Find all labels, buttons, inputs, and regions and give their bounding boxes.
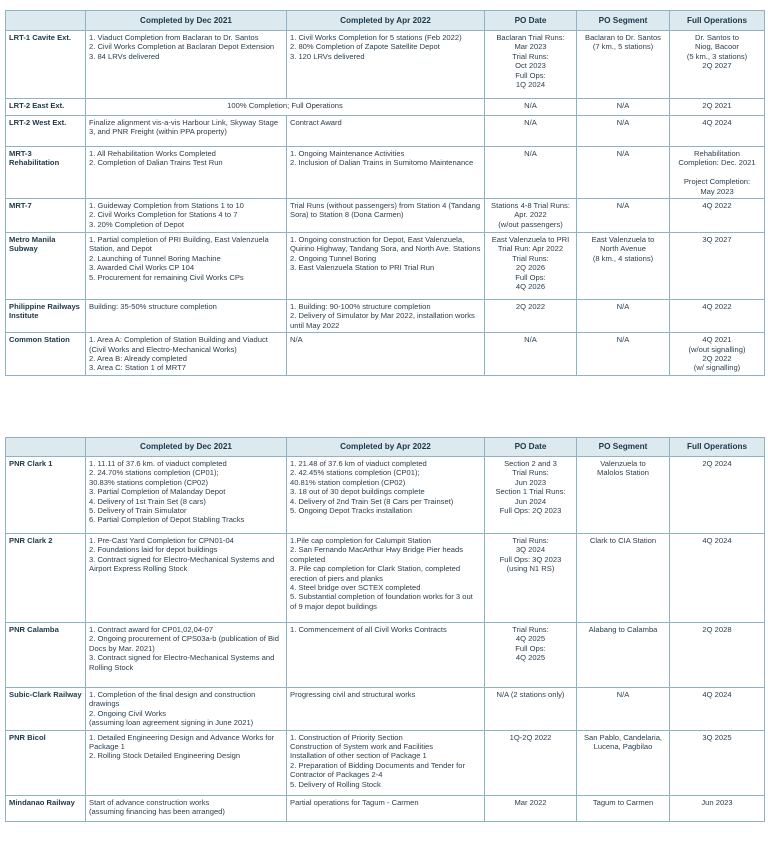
full-operations-line: 3Q 2027 [702,235,732,245]
apr2022-line: 2. Inclusion of Dalian Trains in Sumitomo Maintenance [290,158,474,168]
full-operations-line: 4Q 2024 [702,690,732,699]
apr2022-line: 2. Ongoing Tunnel Boring [290,253,377,263]
dec2021-line: Finalize alignment vis-a-vis Harbour Link, Skyway Stage 3, and PNR Freight (within PPA property) [89,118,279,137]
po-date-line: N/A [524,118,537,127]
apr2022-line: 3. 120 LRVs delivered [290,51,365,61]
dec2021-line: 2. Civil Works Completion for Stations 4 to 7 [89,210,238,220]
header-cell-po-date: PO Date [485,438,577,457]
apr2022-cell [287,233,485,300]
full-operations-cell [670,300,765,333]
po-date-line: Trial Runs: [512,536,549,545]
dec2021-cell [86,534,287,623]
header-cell-po-segment: PO Segment [577,11,670,31]
po-date-line: 2Q 2026 [515,263,546,273]
full-operations-line: (w/ signalling) [693,363,741,373]
header-row [6,11,765,31]
dec2021-line: 5. Delivery of Train Simulator [89,506,187,516]
dec2021-line: 2. Launching of Tunnel Boring Machine [89,253,221,263]
full-operations-line: Dr. Santos to [695,33,739,42]
po-date-line: Section 2 and 3 [504,459,557,468]
table-row [6,31,765,99]
po-segment-cell [577,730,670,795]
po-date-line: (using N1 RS) [506,564,555,574]
header-cell-full-operations: Full Operations [670,438,765,457]
apr2022-line: 1. Construction of Priority Section [290,732,403,742]
dec2021-line: (assuming loan agreement signing in June 2021) [89,718,254,728]
full-operations-line: 2Q 2021 [702,101,732,110]
schedule-table-1 [5,10,765,376]
po-date-cell [485,688,577,731]
project-name-cell: Philippine Railways Institute [6,300,86,333]
table-body [6,457,765,822]
po-segment-cell [577,795,670,821]
po-date-line: Trial Runs: [512,51,549,61]
apr2022-line: 4. Steel bridge over SCTEX completed [290,583,421,593]
po-date-cell [485,623,577,688]
merged-status-cell: 100% Completion; Full Operations [86,99,485,116]
apr2022-line: 1. Ongoing construction for Depot, East Valenzuela, Quirino Highway, Tandang Sora, and North Ave. Stations [290,235,481,254]
apr2022-cell [287,534,485,623]
full-operations-cell [670,534,765,623]
header-cell-project [6,438,86,457]
dec2021-line: (assuming financing has been arranged) [89,807,225,817]
apr2022-cell [287,623,485,688]
apr2022-line: Partial operations for Tagum - Carmen [290,797,419,807]
po-date-cell [485,199,577,233]
apr2022-line: 4. Delivery of 2nd Train Set (8 Cars per Trainset) [290,496,454,506]
dec2021-line: 1. Viaduct Completion from Baclaran to Dr. Santos [89,33,259,42]
po-date-line: Full Ops: 2Q 2023 [499,506,562,516]
full-operations-cell [670,795,765,821]
full-operations-line: 2Q 2024 [702,459,732,468]
apr2022-line: 3. 18 out of 30 depot buildings complete [290,487,425,497]
po-segment-line: North Avenue [600,244,646,254]
dec2021-line: 2. Civil Works Completion at Baclaran Depot Extension [89,42,275,52]
table-row [6,730,765,795]
apr2022-line: 5. Delivery of Rolling Stock [290,779,381,789]
full-operations-cell [670,457,765,534]
header-cell-po-segment: PO Segment [577,438,670,457]
po-segment-line: Clark to CIA Station [589,536,657,545]
table-row [6,457,765,534]
header-cell-dec2021: Completed by Dec 2021 [86,11,287,31]
project-name-cell: MRT-7 [6,199,86,233]
dec2021-line: 1. All Rehabilitation Works Completed [89,149,216,158]
dec2021-cell [86,795,287,821]
project-name-cell: Mindanao Railway [6,795,86,821]
full-operations-cell [670,99,765,116]
po-segment-line: Alabang to Calamba [588,625,658,634]
apr2022-line: 1. 21.48 of 37.6 km of viaduct completed [290,459,427,468]
full-operations-cell [670,688,765,731]
po-date-line: 4Q 2025 [515,653,546,663]
po-segment-cell [577,688,670,731]
po-date-line: Full Ops: [515,70,546,80]
apr2022-cell [287,688,485,731]
po-date-line: Trial Runs: [512,468,549,478]
apr2022-line: Installation of other section of Package 1 [290,751,427,761]
po-segment-cell [577,199,670,233]
dec2021-line: 1. 11.11 of 37.6 km. of viaduct completed [89,459,227,468]
apr2022-line: 1. Building: 90-100% structure completion [290,302,431,312]
po-date-line: Jun 2023 [514,477,547,487]
project-name-cell: LRT-2 West Ext. [6,116,86,147]
po-segment-cell [577,233,670,300]
full-operations-cell [670,623,765,688]
full-operations-line: 4Q 2021 [702,335,732,345]
table-row [6,99,765,116]
full-operations-line: Rehabilitation Completion: Dec. 2021 [678,149,756,168]
full-operations-line: 2Q 2027 [702,61,732,71]
apr2022-cell [287,31,485,99]
dec2021-line: 1. Area A: Completion of Station Building and Viaduct (Civil Works and Electro-Mechanical Works) [89,335,268,354]
project-name-cell: PNR Bicol [6,730,86,795]
project-name-cell: PNR Clark 2 [6,534,86,623]
po-segment-cell [577,99,670,116]
full-operations-cell [670,31,765,99]
apr2022-line: 1. Civil Works Completion for 5 stations (Feb 2022) [290,33,462,42]
header-cell-po-date: PO Date [485,11,577,31]
po-segment-line: N/A [616,690,630,699]
full-operations-line: Jun 2023 [701,797,733,807]
po-segment-line: (7 km., 5 stations) [592,42,654,52]
apr2022-cell [287,116,485,147]
po-segment-line: N/A [616,335,630,345]
dec2021-line: 2. Completion of Dalian Trains Test Run [89,158,223,168]
apr2022-line: 1. Ongoing Maintenance Activities [290,149,405,158]
dec2021-line: 1. Guideway Completion from Stations 1 to 10 [89,201,244,211]
dec2021-line: 5. Procurement for remaining Civil Works CPs [89,272,244,282]
header-cell-project [6,11,86,31]
po-segment-line: N/A [616,149,630,158]
apr2022-line: N/A [290,335,303,345]
full-operations-cell [670,333,765,376]
po-segment-line: Tagum to Carmen [592,797,654,807]
dec2021-cell [86,457,287,534]
full-operations-line: 4Q 2024 [702,118,732,127]
apr2022-line: Trial Runs (without passengers) from Station 4 (Tandang Sora) to Station 8 (Dona Carmen) [290,201,481,220]
project-name-cell: Common Station [6,333,86,376]
dec2021-line: 1. Contract award for CP01,02,04-07 [89,625,214,634]
apr2022-line: Contract Award [290,118,342,127]
po-date-cell [485,534,577,623]
po-segment-cell [577,31,670,99]
project-name-cell: MRT-3 Rehabilitation [6,147,86,199]
po-date-line: 1Q-2Q 2022 [509,732,552,742]
po-segment-cell [577,116,670,147]
po-segment-line: N/A [616,201,630,211]
po-date-cell [485,116,577,147]
dec2021-line: 2. Foundations laid for depot buildings [89,545,218,555]
dec2021-cell [86,31,287,99]
po-segment-line: San Pablo, Candelaria, [583,732,663,742]
apr2022-line: 2. San Fernando MacArthur Hwy Bridge Pier heads completed [290,545,464,564]
apr2022-line: 3. Pile cap completion for Clark Station, completed erection of piers and planks [290,564,461,583]
schedule-table-2 [5,437,765,822]
apr2022-cell [287,300,485,333]
po-date-line: Trial Runs: [512,625,549,634]
table-row [6,333,765,376]
po-date-line: 2Q 2022 [515,302,546,312]
apr2022-cell [287,333,485,376]
full-operations-line: May 2023 [700,186,734,196]
full-operations-line: 2Q 2028 [702,625,732,634]
full-operations-cell [670,199,765,233]
project-name-cell: PNR Clark 1 [6,457,86,534]
po-date-line: 1Q 2024 [515,80,546,90]
apr2022-line: 40.81% station completion (CP02) [290,477,406,487]
dec2021-cell [86,623,287,688]
dec2021-cell [86,730,287,795]
po-date-line: 4Q 2026 [515,282,546,292]
apr2022-line: 5. Substantial completion of foundation works for 3 out of 9 major depot buildings [290,592,473,611]
dec2021-cell [86,199,287,233]
po-date-line: Mar 2022 [514,797,547,807]
po-date-line: Mar 2023 [514,42,547,52]
apr2022-line: 1. Commencement of all Civil Works Contracts [290,625,447,634]
po-date-line: Apr. 2022 [514,210,547,220]
full-operations-cell [670,116,765,147]
po-segment-cell [577,623,670,688]
header-cell-apr2022: Completed by Apr 2022 [287,438,485,457]
po-segment-line: N/A [616,118,630,127]
po-date-cell [485,31,577,99]
po-segment-line: Baclaran to Dr. Santos [585,33,661,42]
po-date-cell [485,233,577,300]
po-date-line: Trial Run: Apr 2022 [497,244,564,254]
po-date-cell [485,457,577,534]
po-date-cell [485,795,577,821]
po-date-line: N/A [524,149,537,158]
po-segment-line: Lucena, Pagbilao [593,742,653,752]
dec2021-line: 6. Partial Completion of Depot Stabling Tracks [89,515,245,525]
dec2021-cell [86,116,287,147]
po-date-line: Section 1 Trial Runs: [495,487,566,497]
po-segment-cell [577,147,670,199]
project-name-cell: Subic-Clark Railway [6,688,86,731]
full-operations-cell [670,233,765,300]
full-operations-line: Project Completion: [683,177,751,187]
apr2022-cell [287,199,485,233]
apr2022-cell [287,147,485,199]
dec2021-line: 2. Ongoing procurement of CPS03a-b (publication of Bid Docs by Mar. 2021) [89,634,279,653]
dec2021-line: 4. Delivery of 1st Train Set (8 cars) [89,496,206,506]
dec2021-line: 1. Detailed Engineering Design and Advance Works for Package 1 [89,732,275,752]
table-row [6,199,765,233]
table-row [6,688,765,731]
apr2022-line: 2. 80% Completion of Zapote Satellite Depot [290,42,440,52]
dec2021-line: 3. 20% Completion of Depot [89,219,184,229]
project-name-cell: PNR Calamba [6,623,86,688]
po-segment-line: East Valenzuela to [591,235,655,245]
full-operations-line: (5 km., 3 stations) [686,51,748,61]
table-row [6,623,765,688]
po-date-line: Stations 4-8 Trial Runs: [491,201,570,211]
header-row [6,438,765,457]
po-segment-cell [577,300,670,333]
po-date-cell [485,333,577,376]
dec2021-line: 3. Partial Completion of Malanday Depot [89,487,226,497]
header-cell-apr2022: Completed by Apr 2022 [287,11,485,31]
dec2021-line: 3. 84 LRVs delivered [89,51,160,61]
dec2021-line: 30.83% stations completion (CP02) [89,477,209,487]
dec2021-cell [86,333,287,376]
apr2022-line: Progressing civil and structural works [290,690,416,699]
dec2021-line: 2. 24.70% stations completion (CP01); [89,468,219,478]
dec2021-cell [86,688,287,731]
dec2021-line: Start of advance construction works [89,797,210,807]
full-operations-line: (w/out signalling) [688,344,746,354]
po-date-line: Full Ops: [515,272,546,282]
full-operations-line [673,168,761,177]
dec2021-line: 1. Completion of the final design and construction drawings [89,690,256,709]
po-date-line: N/A [524,101,537,110]
po-segment-cell [577,457,670,534]
dec2021-cell [86,147,287,199]
po-date-line: (w/out passengers) [498,219,563,229]
po-segment-line: (8 km., 4 stations) [592,253,654,263]
po-date-line: 4Q 2025 [515,634,546,644]
apr2022-line: 3. East Valenzuela Station to PRI Trial Run [290,263,435,273]
dec2021-cell [86,300,287,333]
header-cell-full-operations: Full Operations [670,11,765,31]
po-segment-line: Malolos Station [597,468,649,478]
po-segment-line: N/A [616,302,630,312]
po-date-line: Trial Runs: [512,253,549,263]
table-row [6,300,765,333]
po-date-cell [485,730,577,795]
po-segment-line: N/A [616,101,630,110]
project-name-cell: Metro Manila Subway [6,233,86,300]
po-segment-cell [577,333,670,376]
full-operations-line: 4Q 2022 [702,302,732,312]
po-segment-line: Valenzuela to [600,459,646,468]
apr2022-line: 2. Preparation of Bidding Documents and Tender for Contractor of Packages 2-4 [290,760,466,780]
dec2021-line: 3. Contract signed for Electro-Mechanical Systems and Rolling Stock [89,653,275,672]
po-date-cell [485,147,577,199]
project-name-cell: LRT-1 Cavite Ext. [6,31,86,99]
po-date-line: Baclaran Trial Runs: [496,33,565,42]
apr2022-line: 1.Pile cap completion for Calumpit Station [290,536,431,545]
dec2021-line: 1. Pre-Cast Yard Completion for CPN01-04 [89,536,234,545]
dec2021-cell [86,233,287,300]
apr2022-cell [287,730,485,795]
po-date-line: Full Ops: 3Q 2023 [499,554,562,564]
table-row [6,116,765,147]
apr2022-line: 2. Delivery of Simulator by Mar 2022, installation works until May 2022 [290,311,475,330]
full-operations-cell [670,147,765,199]
project-name-cell: LRT-2 East Ext. [6,99,86,116]
po-date-line: Oct 2023 [515,61,546,71]
dec2021-line: 1. Partial completion of PRI Building, East Valenzuela Station, and Depot [89,235,269,254]
full-operations-line: 4Q 2022 [702,201,732,211]
po-date-cell [485,300,577,333]
full-operations-line: Niog, Bacoor [695,42,739,52]
dec2021-line: 2. Area B: Already completed [89,354,187,364]
apr2022-line: 2. 42.45% stations completion (CP01); [290,468,420,478]
po-date-line: N/A (2 stations only) [496,690,565,699]
po-segment-cell [577,534,670,623]
full-operations-line: 4Q 2024 [702,536,732,545]
po-date-line: N/A [524,335,537,345]
table-row [6,233,765,300]
po-date-line: East Valenzuela to PRI [491,235,570,245]
table-row [6,147,765,199]
header-cell-dec2021: Completed by Dec 2021 [86,438,287,457]
dec2021-line: 3. Area C: Station 1 of MRT7 [89,363,186,373]
apr2022-line: 5. Ongoing Depot Tracks installation [290,506,412,516]
dec2021-line: 2. Ongoing Civil Works [89,708,167,718]
apr2022-cell [287,457,485,534]
table-row [6,534,765,623]
full-operations-cell [670,730,765,795]
dec2021-line: 3. Contract signed for Electro-Mechanical Systems and Airport Express Rolling Stock [89,554,275,574]
apr2022-line: Construction of System work and Facilities [290,742,434,752]
full-operations-line: 3Q 2025 [702,732,732,742]
po-date-line: 3Q 2024 [515,545,546,555]
dec2021-line: 2. Rolling Stock Detailed Engineering Design [89,751,241,761]
full-operations-line: 2Q 2022 [702,354,732,364]
table-row [6,795,765,821]
dec2021-line: Building: 35-50% structure completion [89,302,217,312]
table-body [6,31,765,376]
po-date-line: Full Ops: [515,643,546,653]
dec2021-line: 3. Awarded Civil Works CP 104 [89,263,195,273]
po-date-cell [485,99,577,116]
po-date-line: Jun 2024 [514,496,547,506]
apr2022-cell [287,795,485,821]
